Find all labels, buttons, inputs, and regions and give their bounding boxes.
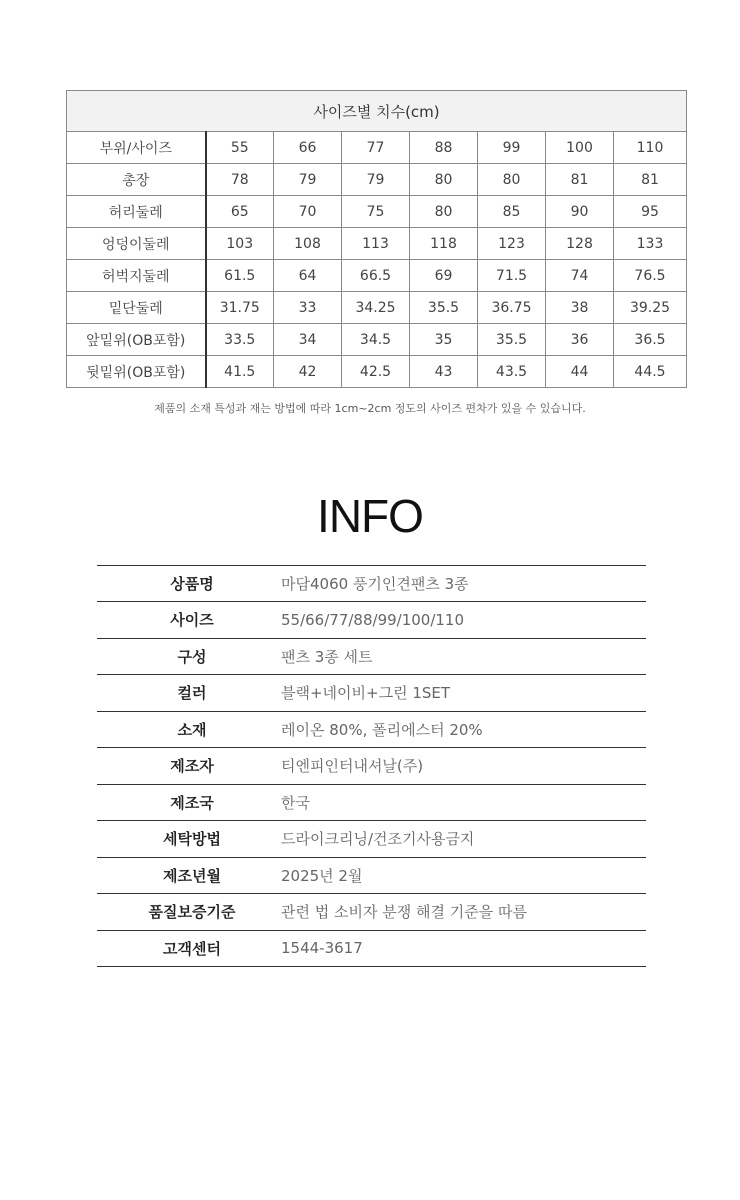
table-row	[67, 324, 687, 356]
table-cell: 100	[546, 132, 614, 164]
info-row-washing	[97, 821, 646, 858]
table-cell: 88	[410, 132, 478, 164]
table-cell: 61.5	[206, 260, 274, 292]
info-value: 팬츠 3종 세트	[281, 647, 373, 666]
table-cell: 36	[546, 324, 614, 356]
info-row-composition	[97, 639, 646, 676]
table-cell: 34.25	[342, 292, 410, 324]
size-variance-note: 제품의 소재 특성과 재는 방법에 따라 1cm~2cm 정도의 사이즈 편차가 있을 수 있습니다.	[154, 402, 586, 415]
info-value: 2025년 2월	[281, 866, 363, 885]
table-row	[67, 196, 687, 228]
table-cell: 81	[546, 164, 614, 196]
info-row-size	[97, 602, 646, 639]
info-key: 고객센터	[163, 939, 221, 958]
table-cell: 44.5	[614, 356, 687, 388]
info-key: 상품명	[170, 575, 214, 593]
table-cell: 42	[274, 356, 342, 388]
table-cell: 엉덩이둘레	[67, 228, 206, 260]
table-cell: 65	[206, 196, 274, 228]
table-cell: 113	[342, 228, 410, 260]
table-cell: 42.5	[342, 356, 410, 388]
info-row-color	[97, 675, 646, 712]
table-cell: 133	[614, 228, 687, 260]
info-row-customer-center	[97, 931, 646, 968]
table-cell: 103	[206, 228, 274, 260]
info-key: 구성	[177, 647, 207, 666]
table-cell: 90	[546, 196, 614, 228]
table-cell: 35.5	[410, 292, 478, 324]
table-cell: 74	[546, 260, 614, 292]
table-cell: 80	[410, 196, 478, 228]
table-cell: 부위/사이즈	[67, 132, 206, 164]
info-value: 관련 법 소비자 분쟁 해결 기준을 따름	[281, 903, 527, 922]
table-cell: 66.5	[342, 260, 410, 292]
table-cell: 76.5	[614, 260, 687, 292]
table-cell: 69	[410, 260, 478, 292]
table-cell: 총장	[67, 164, 206, 196]
table-cell: 64	[274, 260, 342, 292]
table-cell: 34.5	[342, 324, 410, 356]
table-cell: 80	[410, 164, 478, 196]
table-cell: 앞밑위(OB포함)	[67, 324, 206, 356]
info-row-manufacturer	[97, 748, 646, 785]
table-cell: 38	[546, 292, 614, 324]
info-key: 소재	[177, 720, 207, 739]
table-cell: 33.5	[206, 324, 274, 356]
table-cell: 95	[614, 196, 687, 228]
info-table	[97, 565, 646, 967]
table-row	[67, 356, 687, 388]
table-cell: 79	[342, 164, 410, 196]
info-key: 제조자	[170, 757, 214, 776]
info-value: 마담4060 풍기인견팬츠 3종	[281, 575, 469, 593]
table-cell: 78	[206, 164, 274, 196]
table-cell: 75	[342, 196, 410, 228]
size-table-header-row	[67, 132, 687, 164]
table-cell: 33	[274, 292, 342, 324]
table-cell: 43.5	[478, 356, 546, 388]
table-cell: 밑단둘레	[67, 292, 206, 324]
table-cell: 85	[478, 196, 546, 228]
info-row-material	[97, 712, 646, 749]
table-cell: 35	[410, 324, 478, 356]
table-cell: 77	[342, 132, 410, 164]
table-cell: 128	[546, 228, 614, 260]
info-key: 제조년월	[163, 866, 221, 885]
table-cell: 80	[478, 164, 546, 196]
table-cell: 118	[410, 228, 478, 260]
table-cell: 43	[410, 356, 478, 388]
info-value: 블랙+네이비+그린 1SET	[281, 684, 451, 703]
table-cell: 110	[614, 132, 687, 164]
table-row	[67, 228, 687, 260]
size-table-title: 사이즈별 치수(cm)	[67, 91, 687, 132]
table-cell: 70	[274, 196, 342, 228]
table-cell: 허벅지둘레	[67, 260, 206, 292]
info-value: 레이온 80%, 폴리에스터 20%	[281, 720, 483, 739]
info-row-country	[97, 785, 646, 822]
table-cell: 35.5	[478, 324, 546, 356]
info-key: 제조국	[170, 793, 214, 812]
info-key: 세탁방법	[163, 830, 221, 849]
info-value: 55/66/77/88/99/100/110	[281, 610, 465, 629]
table-cell: 31.75	[206, 292, 274, 324]
table-cell: 뒷밑위(OB포함)	[67, 356, 206, 388]
info-row-manufacture-date	[97, 858, 646, 895]
size-table	[66, 90, 687, 388]
table-cell: 36.5	[614, 324, 687, 356]
table-cell: 44	[546, 356, 614, 388]
info-key: 컬러	[177, 684, 207, 703]
info-value: 한국	[281, 793, 310, 812]
table-row	[67, 292, 687, 324]
info-key: 사이즈	[170, 611, 214, 630]
table-cell: 123	[478, 228, 546, 260]
info-value: 드라이크리닝/건조기사용금지	[281, 830, 475, 849]
table-cell: 66	[274, 132, 342, 164]
table-cell: 허리둘레	[67, 196, 206, 228]
table-cell: 99	[478, 132, 546, 164]
table-cell: 71.5	[478, 260, 546, 292]
table-cell: 81	[614, 164, 687, 196]
table-cell: 39.25	[614, 292, 687, 324]
info-value: 1544-3617	[281, 939, 363, 958]
table-row	[67, 164, 687, 196]
info-key: 품질보증기준	[148, 903, 236, 922]
table-cell: 34	[274, 324, 342, 356]
table-row	[67, 260, 687, 292]
info-row-product-name	[97, 566, 646, 602]
table-cell: 55	[206, 132, 274, 164]
table-cell: 108	[274, 228, 342, 260]
table-cell: 41.5	[206, 356, 274, 388]
info-value: 티엔피인터내셔날(주)	[281, 757, 424, 776]
table-cell: 36.75	[478, 292, 546, 324]
info-row-quality-standard	[97, 894, 646, 931]
table-cell: 79	[274, 164, 342, 196]
info-heading: INFO	[317, 490, 423, 542]
